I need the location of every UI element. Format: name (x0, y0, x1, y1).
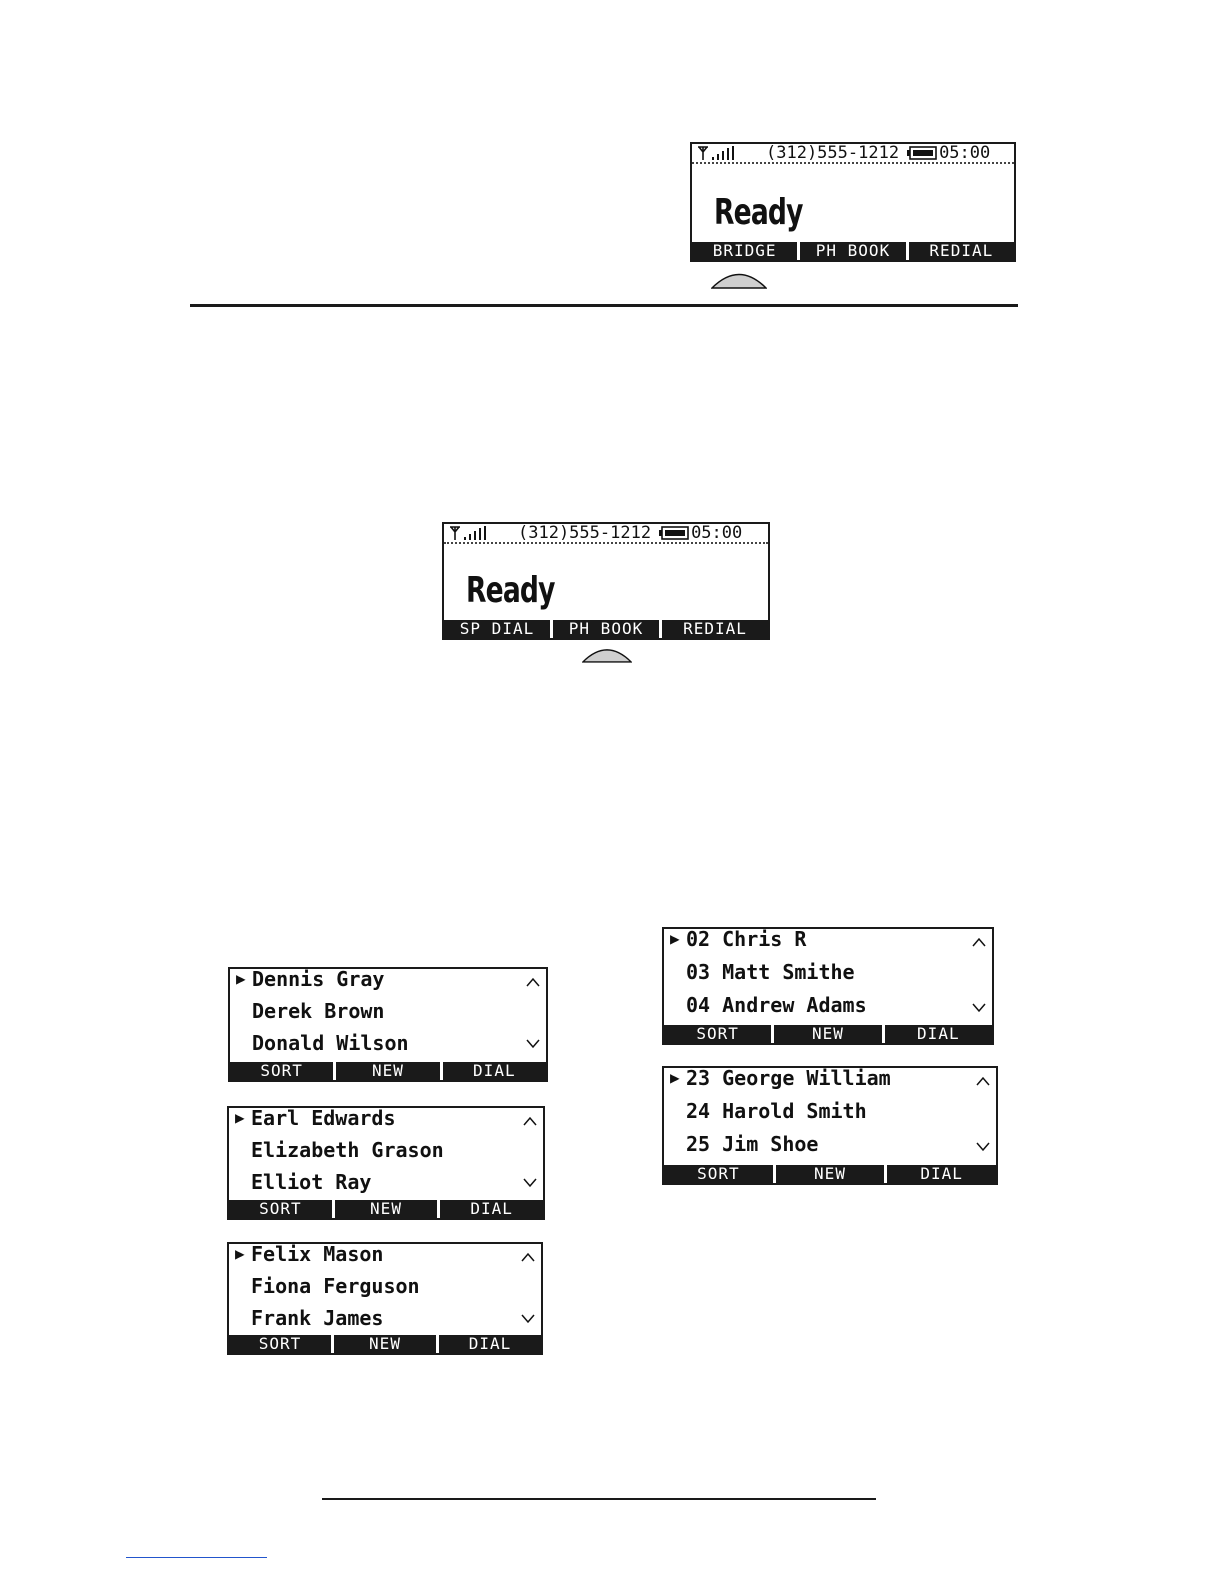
list-item[interactable]: ▶ Dennis Gray (230, 967, 546, 995)
selection-caret-icon: ▶ (670, 1068, 680, 1087)
softkey-bar (664, 1165, 996, 1183)
softkey-ph-book[interactable]: PH BOOK (797, 242, 905, 260)
softkey-pointer-icon (711, 267, 767, 289)
status-bar (692, 144, 1014, 164)
softkey-bar (229, 1200, 543, 1218)
softkey-sp-dial[interactable]: SP DIAL (459, 619, 535, 638)
list-item[interactable]: Donald Wilson (252, 1031, 409, 1055)
scroll-down-icon[interactable] (976, 1142, 990, 1152)
softkey-bar (692, 242, 1014, 260)
softkey-dial[interactable]: DIAL (882, 1025, 992, 1043)
scroll-down-icon[interactable] (972, 1003, 986, 1013)
softkey-sort[interactable]: SORT (260, 1061, 303, 1080)
phone-number: (312)555-1212 (766, 143, 900, 163)
list-item[interactable]: Derek Brown (252, 999, 385, 1023)
scroll-up-icon[interactable] (972, 937, 986, 947)
softkey-redial[interactable]: REDIAL (659, 620, 768, 638)
phonebook-screen-23 (662, 1066, 998, 1185)
status-bar (444, 524, 768, 544)
softkey-ph-book[interactable]: PH BOOK (550, 620, 659, 638)
signal-strength-icon (696, 145, 740, 161)
scroll-down-icon[interactable] (523, 1178, 537, 1188)
selection-caret-icon: ▶ (235, 1108, 245, 1127)
softkey-new[interactable]: NEW (771, 1025, 881, 1043)
softkey-dial[interactable]: DIAL (437, 1200, 543, 1218)
softkey-sort[interactable]: SORT (697, 1164, 740, 1183)
ready-message: Ready (466, 570, 555, 611)
selection-caret-icon: ▶ (670, 929, 680, 948)
scroll-down-icon[interactable] (521, 1314, 535, 1324)
softkey-bar (230, 1062, 546, 1080)
phonebook-screen-d (228, 967, 548, 1082)
softkey-pointer-icon (582, 642, 632, 664)
link-underline (126, 1557, 267, 1558)
clock-time: 05:00 (939, 143, 991, 163)
idle-screen-bridge (690, 142, 1016, 262)
scroll-up-icon[interactable] (976, 1076, 990, 1086)
softkey-new[interactable]: NEW (331, 1335, 436, 1353)
list-item[interactable]: 24 Harold Smith (686, 1099, 867, 1123)
list-item[interactable]: 25 Jim Shoe (686, 1132, 819, 1156)
softkey-dial[interactable]: DIAL (436, 1335, 541, 1353)
list-item[interactable]: Fiona Ferguson (251, 1274, 420, 1298)
idle-screen-spdial (442, 522, 770, 640)
selection-caret-icon: ▶ (235, 1244, 245, 1263)
list-item[interactable]: 04 Andrew Adams (686, 993, 867, 1017)
clock-time: 05:00 (691, 523, 743, 543)
softkey-redial[interactable]: REDIAL (906, 242, 1014, 260)
list-item[interactable]: ▶ Felix Mason (229, 1242, 541, 1270)
phone-number: (312)555-1212 (518, 523, 652, 543)
scroll-up-icon[interactable] (521, 1252, 535, 1262)
softkey-sort[interactable]: SORT (696, 1024, 739, 1043)
signal-strength-icon (448, 525, 492, 541)
phonebook-screen-02 (662, 927, 994, 1045)
list-item[interactable]: ▶ 23 George William (664, 1066, 996, 1094)
softkey-new[interactable]: NEW (773, 1165, 885, 1183)
section-divider (190, 304, 1018, 307)
footer-divider (322, 1498, 876, 1500)
list-item[interactable]: Elliot Ray (251, 1170, 372, 1194)
battery-icon (659, 526, 689, 540)
battery-icon (907, 146, 937, 160)
softkey-bar (229, 1335, 541, 1353)
softkey-dial[interactable]: DIAL (884, 1165, 996, 1183)
softkey-bar (444, 620, 768, 638)
ready-message: Ready (714, 192, 803, 233)
list-item[interactable]: 03 Matt Smithe (686, 960, 855, 984)
selection-caret-icon: ▶ (236, 969, 246, 988)
softkey-sort[interactable]: SORT (259, 1199, 302, 1218)
softkey-new[interactable]: NEW (332, 1200, 438, 1218)
scroll-down-icon[interactable] (526, 1039, 540, 1049)
phonebook-screen-e (227, 1106, 545, 1220)
scroll-up-icon[interactable] (526, 977, 540, 987)
list-item[interactable]: ▶ 02 Chris R (664, 927, 992, 955)
softkey-dial[interactable]: DIAL (440, 1062, 546, 1080)
softkey-bridge[interactable]: BRIDGE (712, 241, 777, 260)
softkey-bar (664, 1025, 992, 1043)
list-item[interactable]: Elizabeth Grason (251, 1138, 444, 1162)
softkey-new[interactable]: NEW (333, 1062, 439, 1080)
phonebook-screen-f (227, 1242, 543, 1355)
list-item[interactable]: ▶ Earl Edwards (229, 1106, 543, 1134)
softkey-sort[interactable]: SORT (258, 1334, 302, 1353)
scroll-up-icon[interactable] (523, 1116, 537, 1126)
list-item[interactable]: Frank James (251, 1306, 384, 1330)
